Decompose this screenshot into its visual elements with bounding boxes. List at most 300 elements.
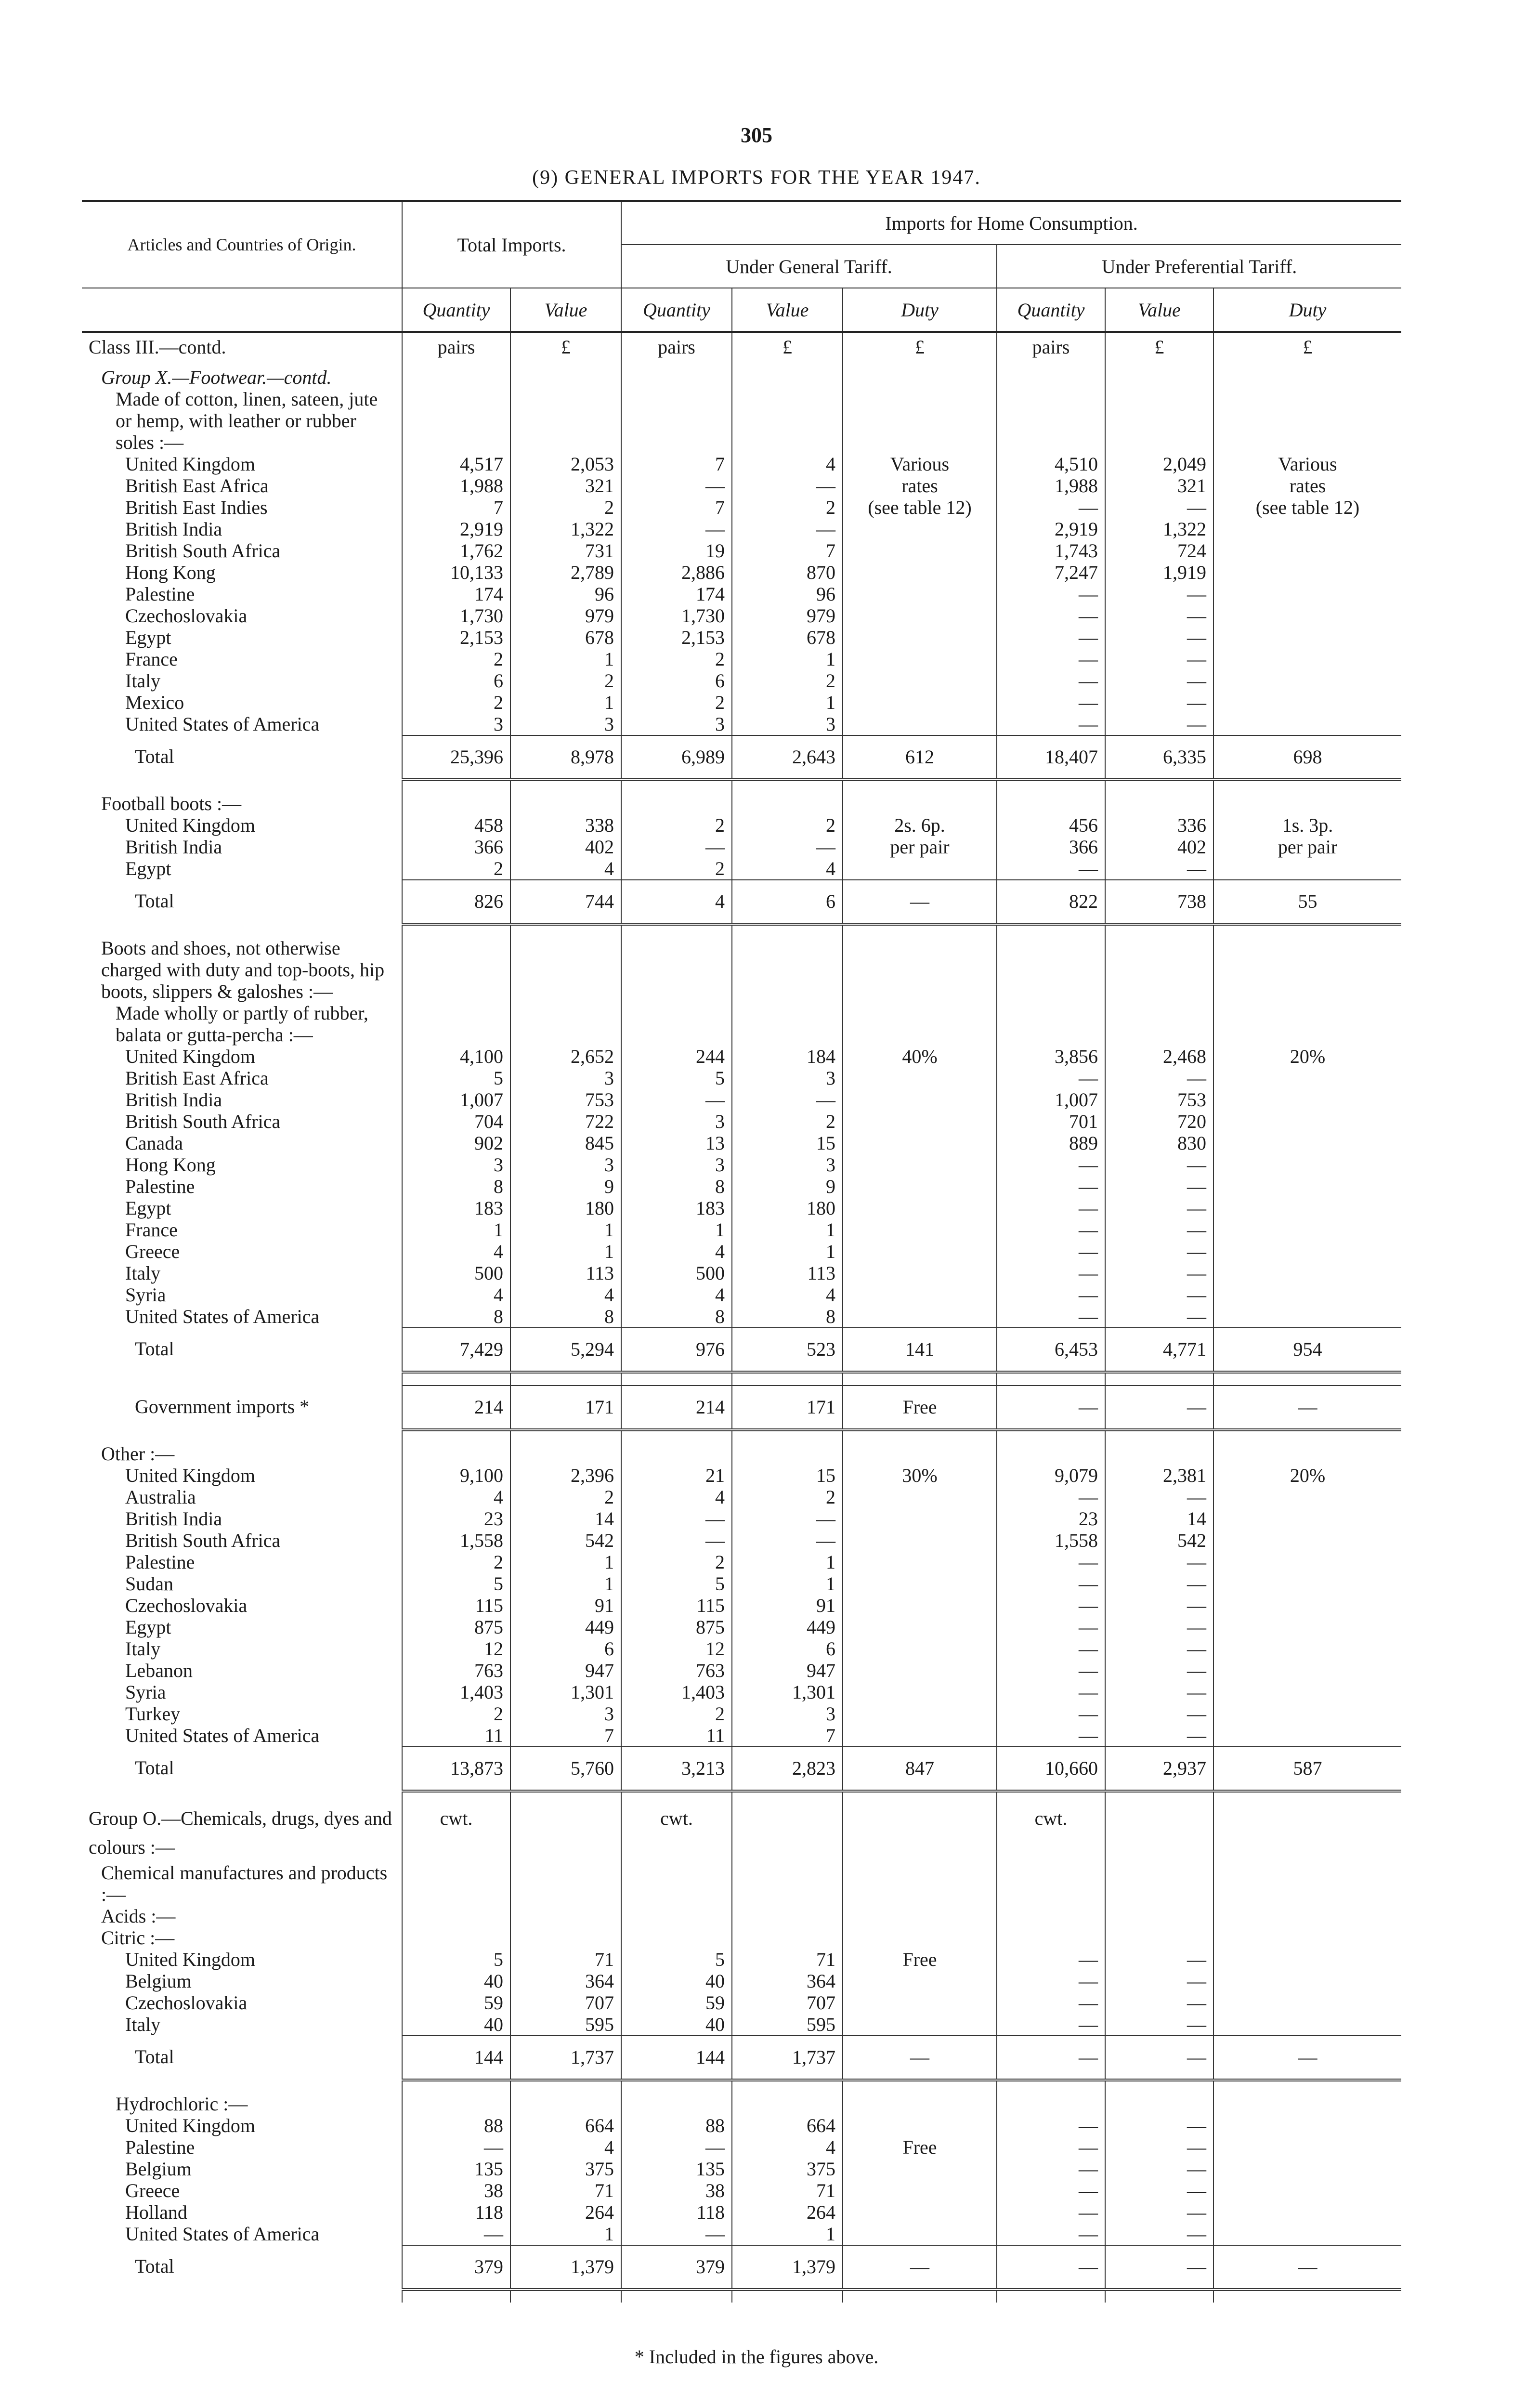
preferential-quantity-cell: — (997, 2014, 1105, 2036)
general-duty-cell (843, 1638, 997, 1660)
preferential-value-cell: — (1105, 1949, 1213, 1970)
spacer-row (82, 1372, 1401, 1386)
general-quantity-cell: — (621, 836, 732, 858)
preferential-value-cell: 321 (1105, 475, 1213, 497)
preferential-tariff-header: Under Preferential Tariff. (997, 245, 1401, 288)
general-value-cell: 979 (732, 605, 843, 627)
general-quantity-cell: 8 (621, 1176, 732, 1197)
general-value-cell: 4 (732, 858, 843, 880)
general-duty-cell: 612 (843, 735, 997, 780)
total-quantity-cell: 1,007 (402, 1089, 510, 1111)
table-row (82, 1616, 1401, 1638)
preferential-value-cell: — (1105, 1703, 1213, 1725)
total-quantity-cell (402, 1862, 510, 1905)
preferential-value-cell: — (1105, 497, 1213, 518)
section-heading: Made wholly or partly of rubber, balata or gutta-percha :— (116, 1002, 368, 1046)
section-heading-row (82, 1905, 1401, 1927)
total-quantity-cell: 500 (402, 1262, 510, 1284)
preferential-duty-cell: per pair (1213, 836, 1401, 858)
total-value-cell: 3 (510, 1154, 621, 1176)
preferential-duty-cell (1213, 562, 1401, 583)
page-title: (9) GENERAL IMPORTS FOR THE YEAR 1947. (532, 167, 981, 189)
table-body (82, 332, 1401, 2303)
general-duty-cell (843, 1725, 997, 1747)
preferential-value-cell (1105, 793, 1213, 814)
preferential-quantity-cell: — (997, 2158, 1105, 2180)
table-row (82, 1725, 1401, 1747)
preferential-value-cell: — (1105, 1262, 1213, 1284)
general-value-cell: 1 (732, 1551, 843, 1573)
preferential-duty-cell (1213, 937, 1401, 1002)
country-name: Belgium (125, 2158, 192, 2180)
preferential-quantity-cell: — (997, 1638, 1105, 1660)
preferential-duty-cell (1213, 2093, 1401, 2115)
total-quantity-cell: 704 (402, 1111, 510, 1132)
general-value-cell: 2 (732, 670, 843, 692)
general-duty-cell (843, 1219, 997, 1241)
general-duty-cell (843, 648, 997, 670)
section-heading: Class III.—contd. (89, 336, 226, 358)
total-quantity-cell: 8 (402, 1306, 510, 1328)
section-heading-row (82, 1862, 1401, 1905)
general-value-cell (732, 366, 843, 388)
preferential-duty-cell (1213, 1862, 1401, 1905)
preferential-quantity-cell (997, 366, 1105, 388)
general-quantity-cell: 2 (621, 1551, 732, 1573)
general-quantity-cell: 4 (621, 1486, 732, 1508)
total-value-cell: 1 (510, 1573, 621, 1595)
preferential-value-cell: 402 (1105, 836, 1213, 858)
preferential-value-header: Value (1105, 288, 1213, 332)
preferential-value-cell: 336 (1105, 814, 1213, 836)
general-duty-cell (843, 2180, 997, 2201)
country-name: United Kingdom (125, 2115, 255, 2136)
preferential-duty-cell: (see table 12) (1213, 497, 1401, 518)
preferential-duty-cell (1213, 1927, 1401, 1949)
general-duty-cell (843, 793, 997, 814)
total-value-cell: 5,294 (510, 1328, 621, 1372)
total-quantity-cell: 2 (402, 1703, 510, 1725)
country-name: Belgium (125, 1970, 192, 1992)
country-name: British India (125, 518, 222, 540)
table-row (82, 1660, 1401, 1681)
preferential-quantity-cell: — (997, 2036, 1105, 2080)
preferential-value-cell: — (1105, 2180, 1213, 2201)
general-quantity-cell: 1,730 (621, 605, 732, 627)
general-duty-cell: 141 (843, 1328, 997, 1372)
preferential-value-cell (1105, 1862, 1213, 1905)
preferential-quantity-cell: — (997, 1573, 1105, 1595)
preferential-duty-cell (1213, 1154, 1401, 1176)
preferential-value-cell: 2,381 (1105, 1465, 1213, 1486)
general-value-cell: 364 (732, 1970, 843, 1992)
general-duty-cell (843, 627, 997, 648)
country-name: Italy (125, 670, 161, 692)
general-value-cell: 3 (732, 1154, 843, 1176)
general-value-cell: 91 (732, 1595, 843, 1616)
general-duty-cell (843, 1443, 997, 1465)
total-value-cell: 1,379 (510, 2245, 621, 2290)
general-quantity-cell: 976 (621, 1328, 732, 1372)
total-value-cell (510, 1804, 621, 1862)
general-duty-cell: Free (843, 1949, 997, 1970)
table-row (82, 814, 1401, 836)
country-name: British East Africa (125, 1067, 269, 1089)
total-label: Total (135, 890, 174, 912)
total-quantity-cell (402, 1002, 510, 1046)
total-row (82, 2036, 1401, 2080)
section-heading-row (82, 937, 1401, 1002)
table-header (82, 201, 1401, 332)
general-value-cell: 2,823 (732, 1747, 843, 1791)
general-value-cell: 2 (732, 1111, 843, 1132)
general-duty-cell: 30% (843, 1465, 997, 1486)
general-duty-cell (843, 2115, 997, 2136)
general-duty-cell (843, 670, 997, 692)
general-duty-cell (843, 583, 997, 605)
preferential-quantity-cell: — (997, 1306, 1105, 1328)
general-quantity-cell: 118 (621, 2201, 732, 2223)
general-duty-cell (843, 1002, 997, 1046)
general-value-cell: 8 (732, 1306, 843, 1328)
preferential-value-cell: — (1105, 1660, 1213, 1681)
general-duty-cell (843, 1241, 997, 1262)
total-value-cell: 14 (510, 1508, 621, 1530)
general-duty-cell (843, 1067, 997, 1089)
preferential-value-cell: — (1105, 1725, 1213, 1747)
preferential-value-cell: 6,335 (1105, 735, 1213, 780)
preferential-duty-cell (1213, 1508, 1401, 1530)
general-duty-cell: 847 (843, 1747, 997, 1791)
general-duty-cell (843, 2014, 997, 2036)
total-quantity-cell: 1,988 (402, 475, 510, 497)
preferential-duty-cell (1213, 1176, 1401, 1197)
preferential-value-cell (1105, 366, 1213, 388)
general-duty-cell (843, 2158, 997, 2180)
section-heading: Other :— (101, 1443, 175, 1465)
preferential-quantity-cell: 1,558 (997, 1530, 1105, 1551)
total-quantity-cell: 7,429 (402, 1328, 510, 1372)
general-duty-cell (843, 1616, 997, 1638)
table-row (82, 1219, 1401, 1241)
preferential-duty-cell (1213, 1949, 1401, 1970)
total-quantity-cell: 88 (402, 2115, 510, 2136)
preferential-quantity-cell: — (997, 1067, 1105, 1089)
general-value-cell: 375 (732, 2158, 843, 2180)
general-duty-cell (843, 937, 997, 1002)
country-name: British India (125, 1508, 222, 1530)
preferential-duty-cell (1213, 583, 1401, 605)
total-value-cell (510, 1862, 621, 1905)
preferential-value-cell (1105, 937, 1213, 1002)
general-duty-cell (843, 1197, 997, 1219)
general-value-cell (732, 1002, 843, 1046)
preferential-quantity-cell: 10,660 (997, 1747, 1105, 1791)
total-quantity-header: Quantity (402, 288, 510, 332)
total-quantity-cell (402, 937, 510, 1002)
general-duty-cell (843, 518, 997, 540)
table-row (82, 713, 1401, 735)
general-quantity-cell: 3 (621, 713, 732, 735)
total-row (82, 1747, 1401, 1791)
country-name: Lebanon (125, 1660, 193, 1681)
preferential-value-cell: — (1105, 2136, 1213, 2158)
total-value-cell: 1 (510, 1241, 621, 1262)
general-quantity-cell: — (621, 475, 732, 497)
general-quantity-cell: 3,213 (621, 1747, 732, 1791)
table-row (82, 2223, 1401, 2245)
total-value-cell: 744 (510, 880, 621, 924)
total-value-cell: 2,396 (510, 1465, 621, 1486)
preferential-duty-cell (1213, 1551, 1401, 1573)
general-value-cell: 707 (732, 1992, 843, 2014)
general-quantity-cell: 7 (621, 453, 732, 475)
country-name: Syria (125, 1284, 166, 1306)
general-duty-cell (843, 366, 997, 388)
total-quantity-cell (402, 2093, 510, 2115)
total-value-cell: 264 (510, 2201, 621, 2223)
total-quantity-cell: 25,396 (402, 735, 510, 780)
general-quantity-cell: 2 (621, 692, 732, 713)
preferential-duty-cell (1213, 1284, 1401, 1306)
general-quantity-cell (621, 1862, 732, 1905)
preferential-value-cell: 2,049 (1105, 453, 1213, 475)
preferential-quantity-cell: — (997, 1725, 1105, 1747)
spacer-row (82, 1430, 1401, 1443)
general-quantity-cell: 11 (621, 1725, 732, 1747)
general-duty-cell: — (843, 2245, 997, 2290)
preferential-duty-cell (1213, 518, 1401, 540)
total-value-cell: 542 (510, 1530, 621, 1551)
general-value-cell: 15 (732, 1465, 843, 1486)
preferential-duty-cell (1213, 627, 1401, 648)
total-value-cell: 2,053 (510, 453, 621, 475)
preferential-duty-cell (1213, 1443, 1401, 1465)
preferential-duty-cell (1213, 1595, 1401, 1616)
general-quantity-cell: cwt. (621, 1804, 732, 1862)
spacer-row (82, 2290, 1401, 2303)
total-quantity-cell: 4,517 (402, 453, 510, 475)
table-row (82, 692, 1401, 713)
total-value-cell: 595 (510, 2014, 621, 2036)
table-row (82, 1573, 1401, 1595)
total-quantity-cell: 59 (402, 1992, 510, 2014)
country-name: British South Africa (125, 1530, 281, 1551)
general-value-cell: 7 (732, 540, 843, 562)
general-value-cell: 6 (732, 1638, 843, 1660)
preferential-quantity-cell (997, 388, 1105, 453)
table-row (82, 497, 1401, 518)
preferential-quantity-cell: — (997, 1703, 1105, 1725)
general-duty-header: Duty (843, 288, 997, 332)
total-quantity-cell: 5 (402, 1067, 510, 1089)
country-name: Palestine (125, 1551, 195, 1573)
general-quantity-header: Quantity (621, 288, 732, 332)
general-quantity-cell: 500 (621, 1262, 732, 1284)
general-value-header: Value (732, 288, 843, 332)
preferential-duty-cell: 698 (1213, 735, 1401, 780)
country-name: Greece (125, 1241, 180, 1262)
total-quantity-cell: 144 (402, 2036, 510, 2080)
preferential-value-cell (1105, 388, 1213, 453)
country-name: Hong Kong (125, 1154, 216, 1176)
total-value-cell: 364 (510, 1970, 621, 1992)
general-duty-cell: — (843, 880, 997, 924)
preferential-duty-cell (1213, 1132, 1401, 1154)
preferential-value-cell: 724 (1105, 540, 1213, 562)
total-value-cell: 3 (510, 1703, 621, 1725)
country-name: Egypt (125, 627, 171, 648)
general-quantity-cell: 2,886 (621, 562, 732, 583)
preferential-quantity-cell: — (997, 858, 1105, 880)
general-quantity-cell: 115 (621, 1595, 732, 1616)
country-name: Sudan (125, 1573, 173, 1595)
country-name: Czechoslovakia (125, 605, 248, 627)
table-row (82, 1638, 1401, 1660)
table-row (82, 1970, 1401, 1992)
general-value-cell (732, 388, 843, 453)
general-quantity-cell (621, 2093, 732, 2115)
total-quantity-cell: 7 (402, 497, 510, 518)
total-value-cell: 845 (510, 1132, 621, 1154)
general-quantity-cell: 1 (621, 1219, 732, 1241)
preferential-duty-cell: 20% (1213, 1046, 1401, 1067)
preferential-value-cell: — (1105, 1241, 1213, 1262)
total-value-cell (510, 1002, 621, 1046)
preferential-duty-cell: £ (1213, 332, 1401, 366)
section-heading: Acids :— (101, 1905, 176, 1927)
footnote: * Included in the figures above. (634, 2346, 879, 2368)
total-quantity-cell: 115 (402, 1595, 510, 1616)
preferential-value-cell: 542 (1105, 1530, 1213, 1551)
general-quantity-cell: 59 (621, 1992, 732, 2014)
table-row (82, 1551, 1401, 1573)
section-heading: Chemical manufactures and products :— (101, 1862, 388, 1905)
general-value-cell (732, 1804, 843, 1862)
general-value-cell: 6 (732, 880, 843, 924)
general-value-cell: — (732, 475, 843, 497)
preferential-value-cell: — (1105, 692, 1213, 713)
general-quantity-cell: 3 (621, 1154, 732, 1176)
preferential-quantity-cell: — (997, 1595, 1105, 1616)
preferential-duty-cell (1213, 858, 1401, 880)
total-value-cell: 4 (510, 2136, 621, 2158)
preferential-value-cell: — (1105, 2158, 1213, 2180)
general-value-cell: 4 (732, 1284, 843, 1306)
preferential-quantity-cell: — (997, 1241, 1105, 1262)
preferential-duty-cell (1213, 1703, 1401, 1725)
preferential-duty-cell (1213, 2014, 1401, 2036)
preferential-duty-cell (1213, 1970, 1401, 1992)
general-duty-cell (843, 1573, 997, 1595)
total-value-cell: 3 (510, 713, 621, 735)
total-row (82, 2245, 1401, 2290)
total-value-cell: 7 (510, 1725, 621, 1747)
total-quantity-cell: 13,873 (402, 1747, 510, 1791)
table-row (82, 1703, 1401, 1725)
general-quantity-cell: 2 (621, 858, 732, 880)
total-quantity-cell: 5 (402, 1949, 510, 1970)
general-quantity-cell: 244 (621, 1046, 732, 1067)
preferential-quantity-cell: — (997, 1262, 1105, 1284)
general-duty-cell (843, 2223, 997, 2245)
preferential-duty-cell (1213, 2115, 1401, 2136)
total-value-cell: 1 (510, 648, 621, 670)
general-value-cell: 2 (732, 1486, 843, 1508)
general-quantity-cell: 135 (621, 2158, 732, 2180)
preferential-duty-cell (1213, 1262, 1401, 1284)
general-quantity-cell: 6,989 (621, 735, 732, 780)
preferential-quantity-cell: — (997, 605, 1105, 627)
general-quantity-cell: 88 (621, 2115, 732, 2136)
preferential-value-cell: — (1105, 583, 1213, 605)
table-row (82, 540, 1401, 562)
preferential-duty-cell (1213, 2136, 1401, 2158)
total-value-cell: 3 (510, 1067, 621, 1089)
preferential-quantity-cell: — (997, 1386, 1105, 1430)
total-quantity-cell: 135 (402, 2158, 510, 2180)
section-heading-row (82, 388, 1401, 453)
total-quantity-cell: 1,558 (402, 1530, 510, 1551)
general-value-cell: 184 (732, 1046, 843, 1067)
total-value-cell: 375 (510, 2158, 621, 2180)
general-duty-cell (843, 858, 997, 880)
total-quantity-cell: 174 (402, 583, 510, 605)
general-value-cell: 1 (732, 1241, 843, 1262)
general-quantity-cell: 4 (621, 1241, 732, 1262)
table-row (82, 518, 1401, 540)
country-name: United Kingdom (125, 1046, 255, 1067)
preferential-quantity-cell: 1,988 (997, 475, 1105, 497)
general-quantity-cell: 12 (621, 1638, 732, 1660)
general-quantity-cell (621, 366, 732, 388)
preferential-value-cell: — (1105, 1219, 1213, 1241)
general-duty-cell (843, 1486, 997, 1508)
preferential-quantity-cell: — (997, 1197, 1105, 1219)
preferential-quantity-cell: — (997, 1486, 1105, 1508)
preferential-value-cell: — (1105, 1197, 1213, 1219)
preferential-value-cell: — (1105, 2036, 1213, 2080)
table-row (82, 1306, 1401, 1328)
preferential-quantity-cell: — (997, 497, 1105, 518)
table-row (82, 1132, 1401, 1154)
preferential-quantity-cell: — (997, 2223, 1105, 2245)
preferential-quantity-cell: 456 (997, 814, 1105, 836)
total-quantity-cell: 5 (402, 1573, 510, 1595)
general-quantity-cell: 2 (621, 648, 732, 670)
total-value-cell: 321 (510, 475, 621, 497)
preferential-duty-cell (1213, 1573, 1401, 1595)
general-value-cell: 1 (732, 692, 843, 713)
total-quantity-cell (402, 793, 510, 814)
preferential-value-cell: — (1105, 1486, 1213, 1508)
spacer-row (82, 2080, 1401, 2093)
general-value-cell: 71 (732, 2180, 843, 2201)
total-quantity-cell: 379 (402, 2245, 510, 2290)
country-name: Greece (125, 2180, 180, 2201)
preferential-quantity-cell: — (997, 2180, 1105, 2201)
country-name: Egypt (125, 1197, 171, 1219)
table-row (82, 1508, 1401, 1530)
table-row (82, 562, 1401, 583)
total-value-cell: 1 (510, 1219, 621, 1241)
total-quantity-cell (402, 1927, 510, 1949)
general-quantity-cell: 214 (621, 1386, 732, 1430)
general-quantity-cell: 6 (621, 670, 732, 692)
general-quantity-cell (621, 937, 732, 1002)
total-value-header: Value (510, 288, 621, 332)
preferential-quantity-cell (997, 2093, 1105, 2115)
